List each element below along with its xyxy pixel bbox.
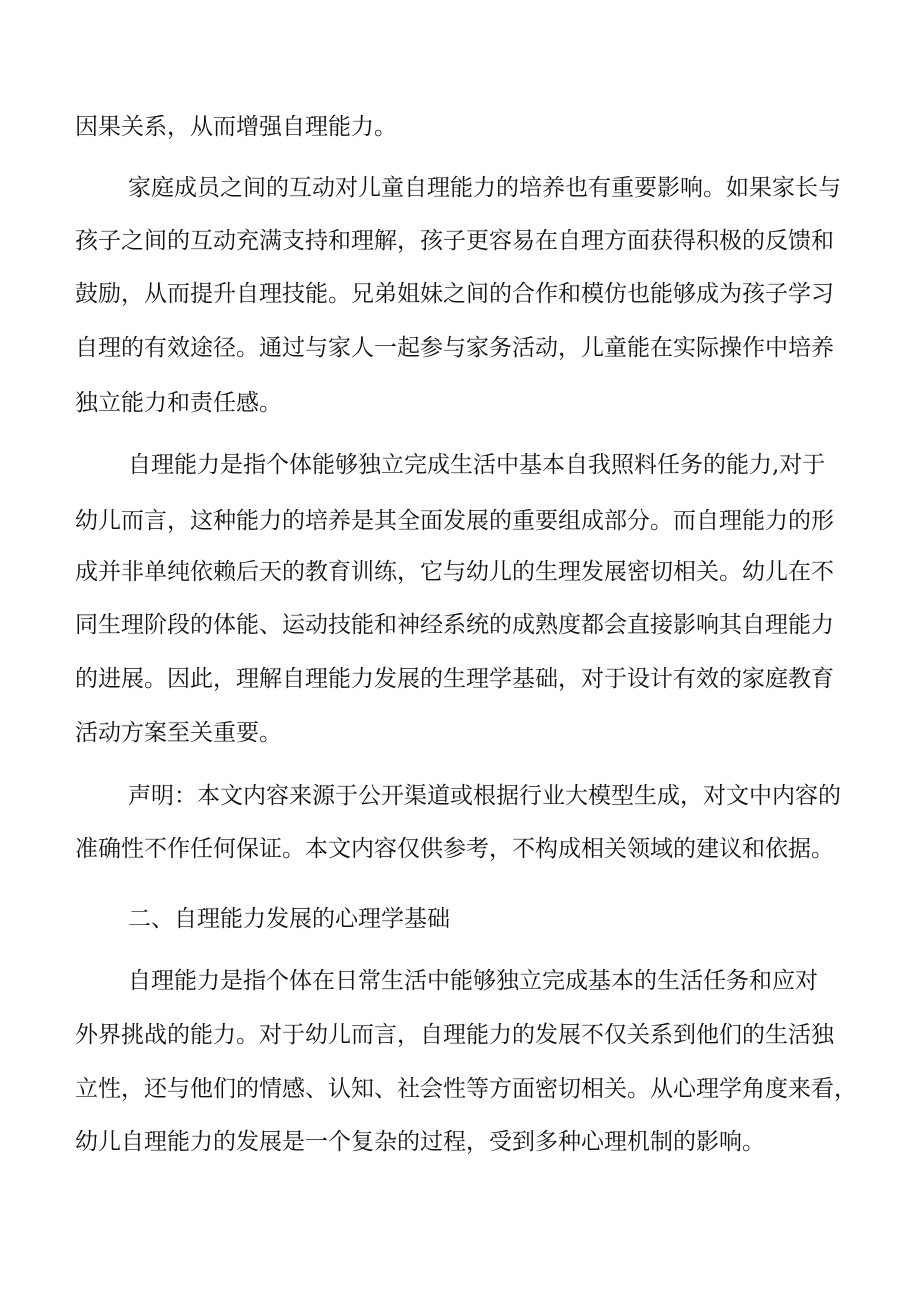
paragraph-2-line-2: 孩子之间的互动充满支持和理解，孩子更容易在自理方面获得积极的反馈和 <box>75 228 834 254</box>
paragraph-3-line-6: 活动方案至关重要。 <box>75 720 282 746</box>
paragraph-2-line-3: 鼓励，从而提升自理技能。兄弟姐妹之间的合作和模仿也能够成为孩子学习 <box>75 281 834 307</box>
paragraph-5-line-3: 立性，还与他们的情感、认知、社会性等方面密切相关。从心理学角度来看， <box>75 1076 857 1102</box>
paragraph-5-line-1: 自理能力是指个体在日常生活中能够独立完成基本的生活任务和应对 <box>128 968 818 994</box>
paragraph-1-line-1: 因果关系，从而增强自理能力。 <box>75 114 397 140</box>
disclaimer-line-2: 准确性不作任何保证。本文内容仅供参考，不构成相关领域的建议和依据。 <box>75 836 834 862</box>
paragraph-2-line-4: 自理的有效途径。通过与家人一起参与家务活动，儿童能在实际操作中培养 <box>75 335 834 361</box>
disclaimer-line-1: 声明：本文内容来源于公开渠道或根据行业大模型生成，对文中内容的 <box>128 783 841 809</box>
paragraph-5-line-2: 外界挑战的能力。对于幼儿而言，自理能力的发展不仅关系到他们的生活独 <box>75 1022 834 1048</box>
paragraph-3-line-5: 的进展。因此，理解自理能力发展的生理学基础，对于设计有效的家庭教育 <box>75 666 834 692</box>
section-heading: 二、自理能力发展的心理学基础 <box>128 906 450 932</box>
paragraph-2-line-1: 家庭成员之间的互动对儿童自理能力的培养也有重要影响。如果家长与 <box>128 175 841 201</box>
paragraph-3-line-1: 自理能力是指个体能够独立完成生活中基本自我照料任务的能力,对于 <box>128 452 826 478</box>
paragraph-5-line-4: 幼儿自理能力的发展是一个复杂的过程，受到多种心理机制的影响。 <box>75 1129 765 1155</box>
paragraph-3-line-3: 成并非单纯依赖后天的教育训练，它与幼儿的生理发展密切相关。幼儿在不 <box>75 559 834 585</box>
paragraph-3-line-2: 幼儿而言，这种能力的培养是其全面发展的重要组成部分。而自理能力的形 <box>75 508 834 534</box>
paragraph-2-line-5: 独立能力和责任感。 <box>75 390 282 416</box>
paragraph-3-line-4: 同生理阶段的体能、运动技能和神经系统的成熟度都会直接影响其自理能力 <box>75 612 834 638</box>
